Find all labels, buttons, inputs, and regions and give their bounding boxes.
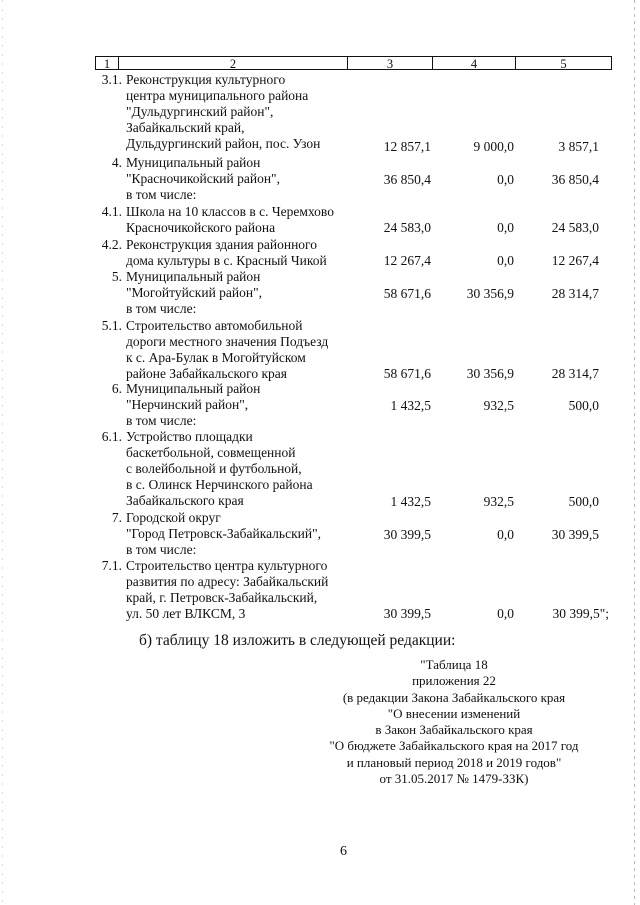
- row-value-col3: 1 432,5: [390, 494, 431, 509]
- row-name: Строительство автомобильной дороги местного значения Подъезд к с. Ара-Булак в Могойтуйском районе Забайкальского края: [126, 318, 329, 382]
- header-cell-3: 3: [347, 56, 433, 70]
- row-number: 7.: [111, 510, 122, 525]
- row-value-col4: 0,0: [497, 220, 514, 235]
- row-value-col3: 30 399,5: [383, 606, 431, 621]
- row-value-col5: 3 857,1: [558, 139, 599, 154]
- scan-edge-left: [2, 0, 3, 905]
- row-value-col5: 500,0: [568, 398, 599, 413]
- table-caption-note: "Таблица 18 приложения 22 (в редакции Закона Забайкальского края "О внесении изменений в Закон Забайкальского края "О бюджете Забайкальского края на 2017 год и плановый период 2018 и 2019 годов" от 31.05.2017 № 1479-ЗЗК): [329, 657, 579, 787]
- row-name: Школа на 10 классов в с. Черемхово Красночикойского района: [126, 204, 334, 236]
- row-name: Муниципальный район "Нерчинский район", в том числе:: [126, 381, 261, 429]
- row-value-col4: 932,5: [483, 494, 514, 509]
- row-value-col4: 30 356,9: [466, 286, 514, 301]
- row-value-col5: 28 314,7: [551, 366, 599, 381]
- row-value-col5: 28 314,7: [551, 286, 599, 301]
- row-number: 6.: [111, 381, 122, 396]
- row-name: Городской округ "Город Петровск-Забайкальский", в том числе:: [126, 510, 321, 558]
- row-value-col5: 24 583,0: [551, 220, 599, 235]
- row-value-col5: 30 399,5";: [552, 606, 609, 621]
- row-value-col5: 500,0: [568, 494, 599, 509]
- row-value-col3: 12 267,4: [383, 253, 431, 268]
- header-cell-1: 1: [95, 56, 119, 70]
- row-name: Устройство площадки баскетбольной, совмещенной с волейбольной и футбольной, в с. Олинск Нерчинского района Забайкальского края: [126, 429, 313, 509]
- scan-edge-right: [634, 0, 635, 905]
- row-value-col5: 36 850,4: [551, 172, 599, 187]
- row-value-col4: 0,0: [497, 527, 514, 542]
- row-value-col5: 12 267,4: [551, 253, 599, 268]
- row-number: 4.1.: [101, 204, 122, 219]
- row-value-col3: 58 671,6: [383, 286, 431, 301]
- row-number: 5.1.: [101, 318, 122, 333]
- header-cell-2: 2: [118, 56, 348, 70]
- row-value-col4: 0,0: [497, 253, 514, 268]
- row-value-col4: 0,0: [497, 606, 514, 621]
- row-name: Муниципальный район "Красночикойский район", в том числе:: [126, 155, 280, 203]
- row-name: Муниципальный район "Могойтуйский район", в том числе:: [126, 269, 263, 317]
- page-number: 6: [340, 844, 347, 859]
- row-name: Реконструкция культурного центра муниципального района "Дульдургинский район", Забайкальский край, Дульдургинский район, пос. Узон: [126, 72, 321, 152]
- row-value-col3: 36 850,4: [383, 172, 431, 187]
- instruction-text: б) таблицу 18 изложить в следующей редакции:: [139, 632, 456, 649]
- row-value-col4: 0,0: [497, 172, 514, 187]
- row-value-col4: 30 356,9: [466, 366, 514, 381]
- row-value-col3: 12 857,1: [383, 139, 431, 154]
- row-name: Строительство центра культурного развития по адресу: Забайкальский край, г. Петровск-Забайкальский, ул. 50 лет ВЛКСМ, 3: [126, 558, 329, 622]
- row-value-col5: 30 399,5: [551, 527, 599, 542]
- row-number: 4.: [111, 155, 122, 170]
- row-number: 4.2.: [101, 237, 122, 252]
- header-cell-5: 5: [515, 56, 612, 70]
- row-number: 7.1.: [101, 558, 122, 573]
- row-value-col4: 932,5: [483, 398, 514, 413]
- row-number: 5.: [111, 269, 122, 284]
- row-value-col3: 1 432,5: [390, 398, 431, 413]
- row-number: 6.1.: [101, 429, 122, 444]
- row-value-col3: 30 399,5: [383, 527, 431, 542]
- header-cell-4: 4: [432, 56, 516, 70]
- row-number: 3.1.: [101, 72, 122, 87]
- row-value-col4: 9 000,0: [473, 139, 514, 154]
- row-name: Реконструкция здания районного дома культуры в с. Красный Чикой: [126, 237, 327, 269]
- row-value-col3: 58 671,6: [383, 366, 431, 381]
- row-value-col3: 24 583,0: [383, 220, 431, 235]
